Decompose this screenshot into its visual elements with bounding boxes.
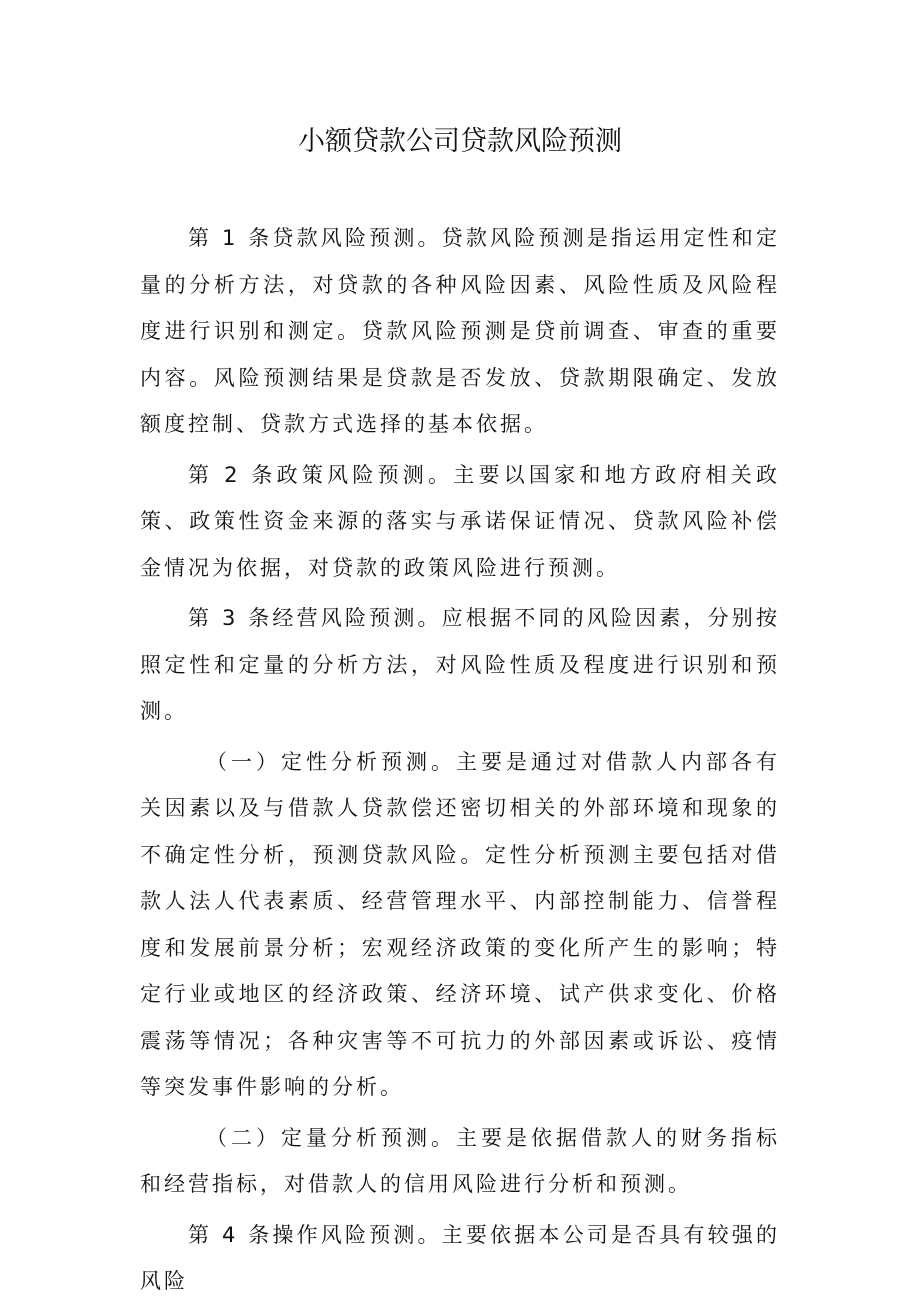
document-body: [140, 215, 780, 1305]
article-4-paragraph: 第 4 条操作风险预测。主要依据本公司是否具有较强的风险: [140, 1222, 780, 1293]
qualitative-analysis-paragraph: （一）定性分析预测。主要是通过对借款人内部各有关因素以及与借款人贷款偿还密切相关的外部环境和现象的不确定性分析，预测贷款风险。定性分析预测主要包括对借款人法人代表素质、经营管理水平、内部控制能力、信誉程度和发展前景分析；宏观经济政策的变化所产生的影响；特定行业或地区的经济政策、经济环境、试产供求变化、价格震荡等情况；各种灾害等不可抗力的外部因素或诉讼、疫情等突发事件影响的分析。: [140, 749, 780, 1099]
quantitative-analysis-paragraph: （二）定量分析预测。主要是依据借款人的财务指标和经营指标，对借款人的信用风险进行分析和预测。: [140, 1125, 780, 1196]
article-1-paragraph: 第 1 条贷款风险预测。贷款风险预测是指运用定性和定量的分析方法，对贷款的各种风险因素、风险性质及风险程度进行识别和测定。贷款风险预测是贷前调查、审查的重要内容。风险预测结果是贷款是否发放、贷款期限确定、发放额度控制、贷款方式选择的基本依据。: [140, 226, 780, 436]
article-3-paragraph: 第 3 条经营风险预测。应根据不同的风险因素，分别按照定性和定量的分析方法，对风险性质及程度进行识别和预测。: [140, 606, 780, 723]
article-2-paragraph: 第 2 条政策风险预测。主要以国家和地方政府相关政策、政策性资金来源的落实与承诺保证情况、贷款风险补偿金情况为依据，对贷款的政策风险进行预测。: [140, 462, 780, 580]
document-title: 小额贷款公司贷款风险预测: [298, 126, 622, 157]
